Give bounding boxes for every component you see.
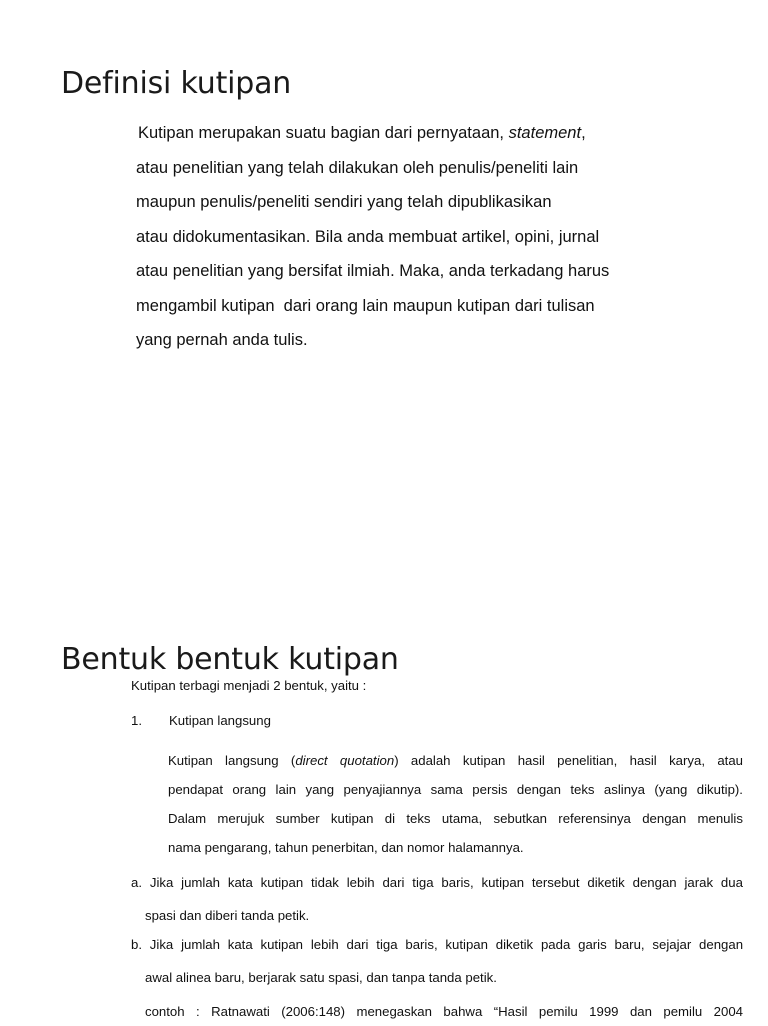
- rule-line: [131, 928, 743, 961]
- paragraph-line: atau penelitian yang bersifat ilmiah. Maka, anda terkadang harus: [136, 262, 610, 280]
- paragraph-line: atau penelitian yang telah dilakukan oleh penulis/peneliti lain: [136, 158, 579, 177]
- slide-title: Definisi kutipan: [61, 66, 292, 101]
- definition-paragraph: [136, 116, 696, 358]
- slide-bentuk: [0, 560, 768, 1024]
- list-item: [131, 712, 271, 730]
- line-text: nama pengarang, tahun penerbitan, dan nomor halamannya.: [168, 840, 524, 855]
- list-number: 1.: [131, 713, 142, 728]
- line-text: mengambil kutipan dari orang lain maupun kutipan dari tulisan: [136, 296, 595, 315]
- rule-line: [131, 866, 743, 899]
- paragraph-line: yang pernah anda tulis.: [136, 331, 308, 349]
- paragraph-line: [168, 833, 743, 862]
- slide-title: Bentuk bentuk kutipan: [61, 642, 399, 677]
- line-text: Dalam merujuk sumber kutipan di teks utama, sebutkan referensinya dengan menulis: [168, 811, 743, 826]
- line-text: Kutipan merupakan suatu bagian dari pernyataan,: [138, 124, 509, 142]
- paragraph-line: [168, 746, 743, 775]
- line-text-part: ) adalah kutipan hasil penelitian, hasil karya, atau: [394, 753, 743, 768]
- rule-a: [131, 866, 743, 932]
- rule-line: [131, 961, 743, 994]
- line-text: pendapat orang lain yang penyajiannya sama persis dengan teks aslinya (yang dikutip).: [168, 782, 743, 797]
- italic-term: direct quotation: [295, 753, 395, 768]
- line-text: contoh : Ratnawati (2006:148) menegaskan bahwa “Hasil pemilu 1999 dan pemilu 2004: [145, 1004, 744, 1019]
- paragraph-line: [168, 804, 743, 833]
- rule-b: [131, 928, 743, 994]
- paragraph-line: maupun penulis/peneliti sendiri yang telah dipublikasikan: [136, 193, 552, 211]
- line-text-part: Kutipan langsung (: [168, 753, 296, 768]
- direct-quotation-paragraph: [168, 746, 743, 862]
- line-text: spasi dan diberi tanda petik.: [145, 908, 310, 923]
- paragraph-line: atau didokumentasikan. Bila anda membuat artikel, opini, jurnal: [136, 227, 600, 246]
- example-line: [145, 997, 743, 1026]
- line-text: awal alinea baru, berjarak satu spasi, dan tanpa tanda petik.: [145, 970, 497, 985]
- line-text: a. Jika jumlah kata kutipan tidak lebih dari tiga baris, kutipan tersebut diketik dengan jarak dua: [131, 875, 743, 890]
- paragraph-line: [136, 289, 696, 324]
- list-label: Kutipan langsung: [169, 713, 271, 728]
- line-text: [168, 746, 743, 775]
- paragraph-line: [168, 775, 743, 804]
- italic-term: statement: [508, 124, 582, 142]
- paragraph-line: [136, 116, 696, 151]
- line-text: b. Jika jumlah kata kutipan lebih dari tiga baris, kutipan diketik pada garis baru, sejajar dengan: [131, 937, 744, 952]
- line-text: ,: [581, 124, 586, 142]
- intro-text: Kutipan terbagi menjadi 2 bentuk, yaitu :: [131, 678, 367, 693]
